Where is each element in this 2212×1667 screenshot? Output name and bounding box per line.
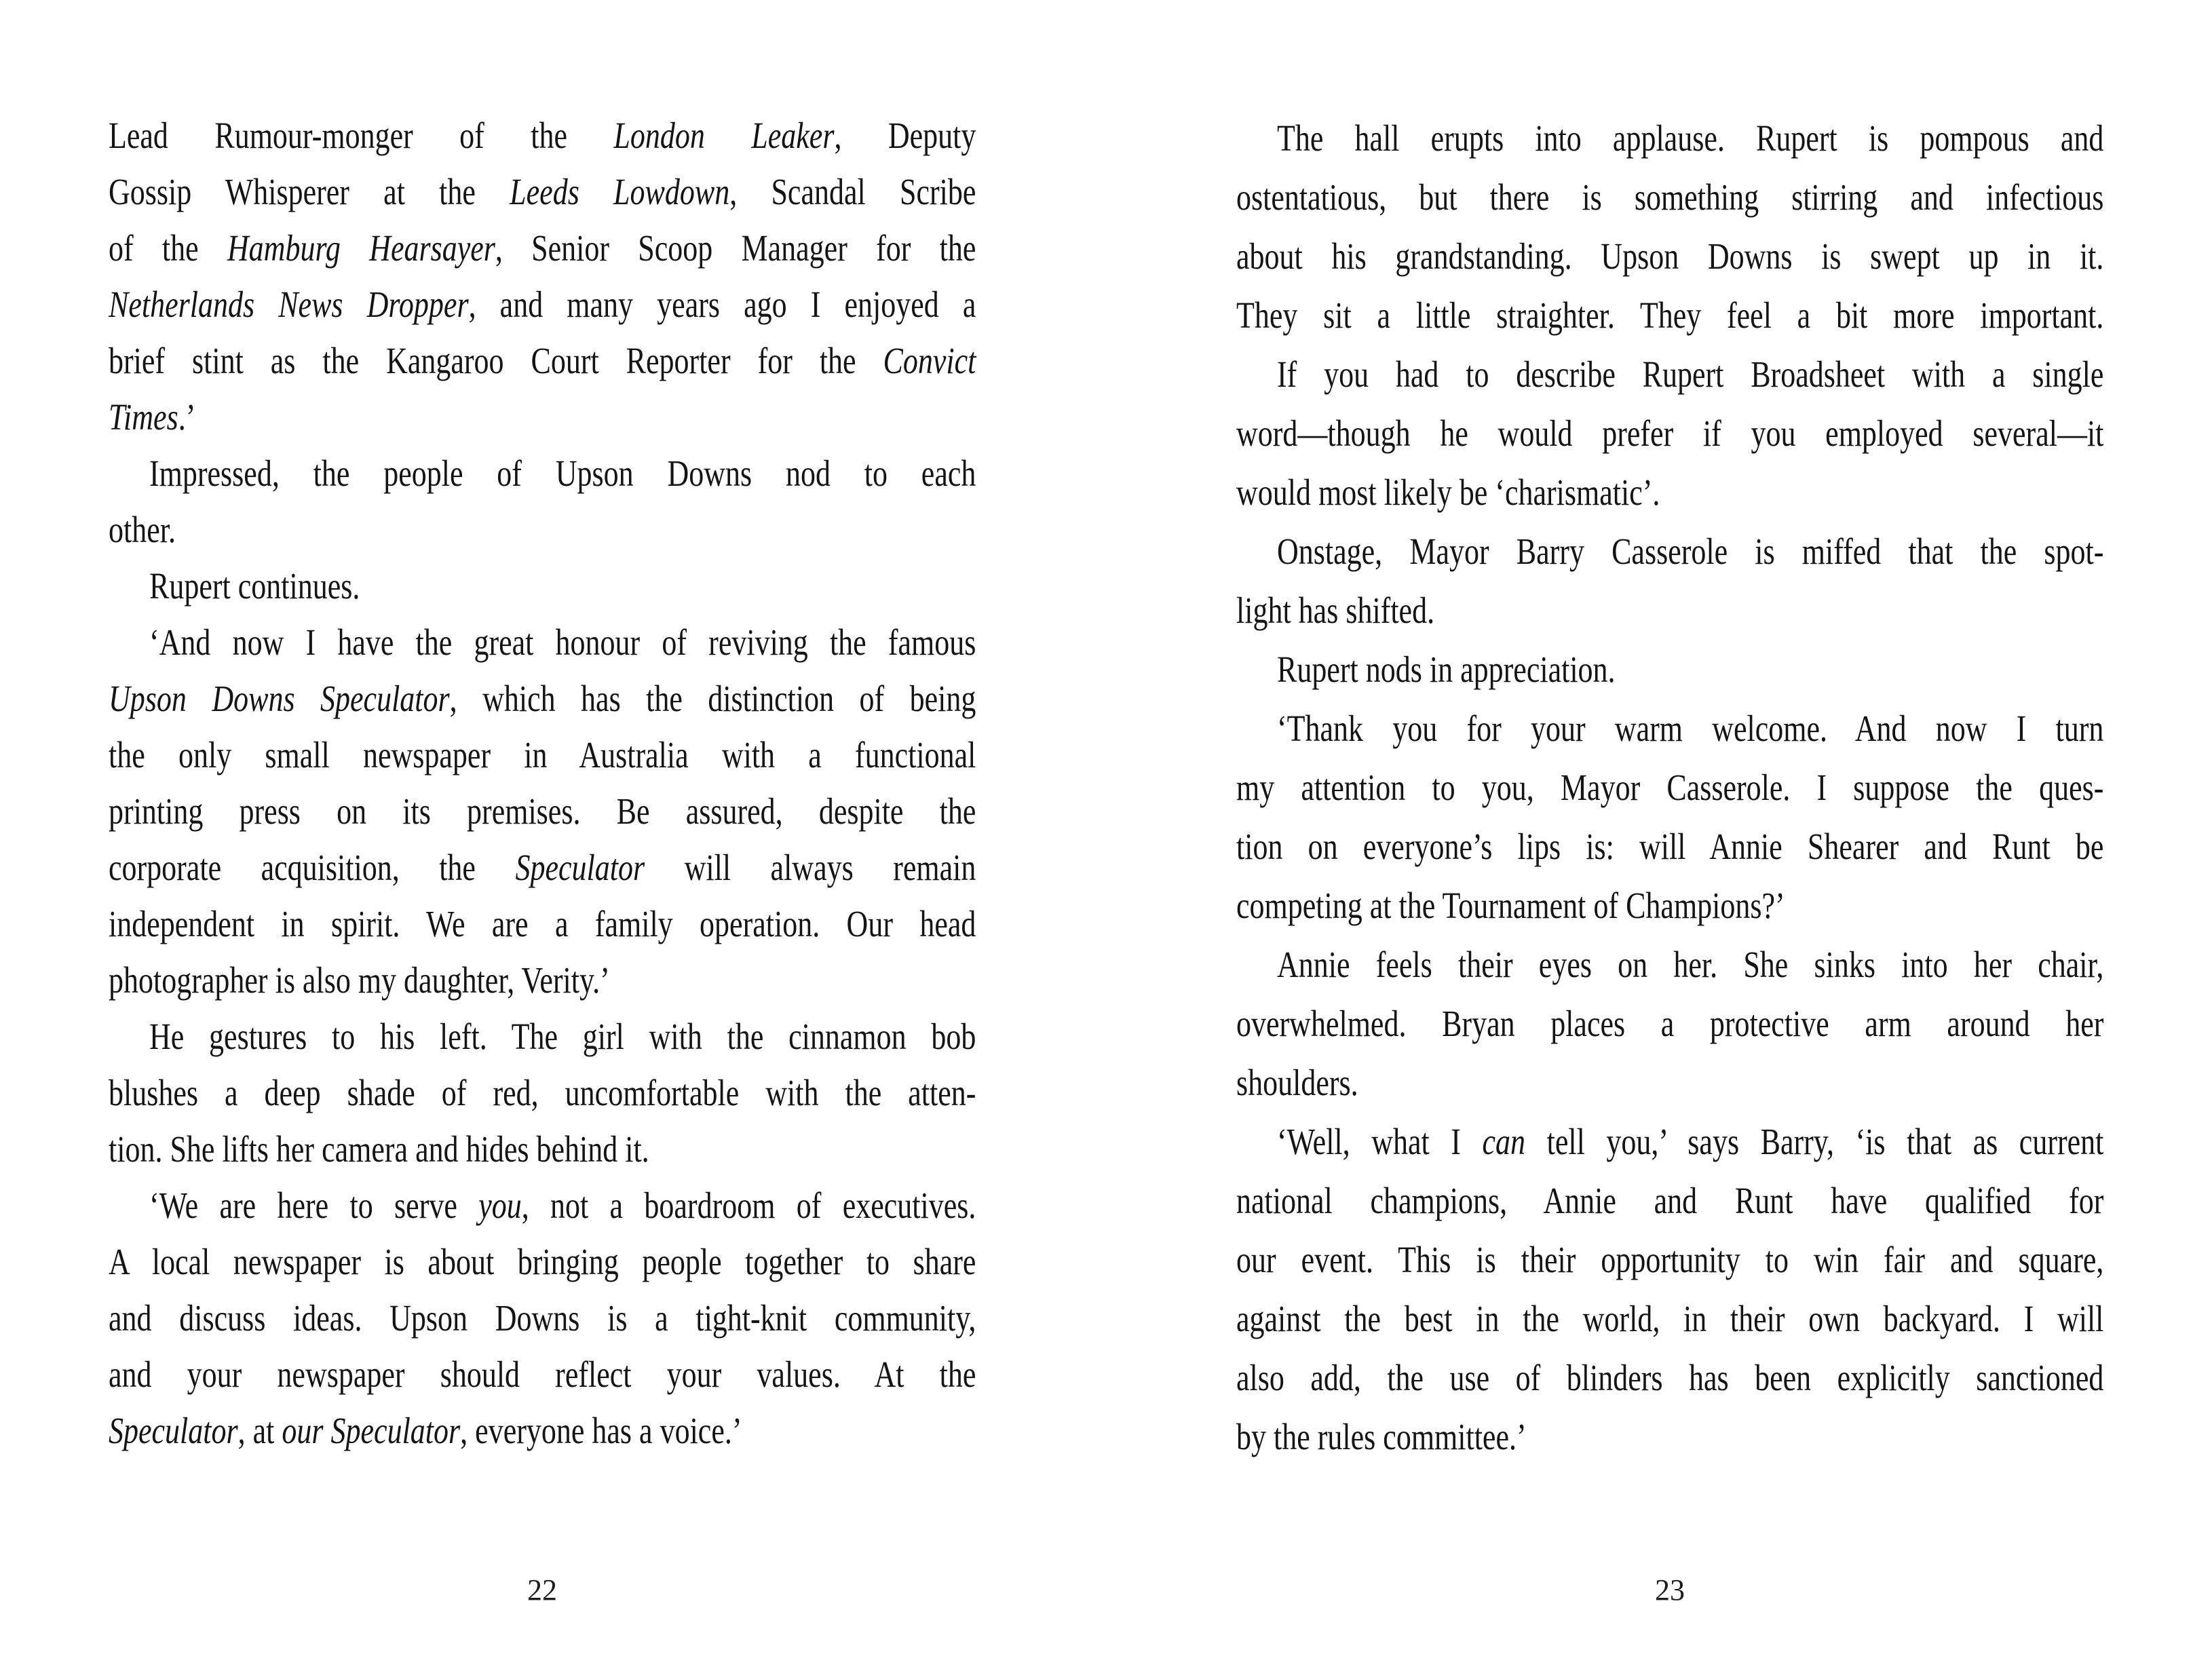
italic-text-segment: London Leaker [613,115,835,156]
text-segment: and your newspaper should reflect your values. At the [109,1354,976,1395]
italic-text-segment: Leeds Lowdown [510,171,730,212]
text-line [1236,109,2103,168]
text-line [109,1008,976,1065]
text-line [109,389,976,445]
text-segment: ‘Well, what I [1277,1121,1483,1162]
text-segment: my attention to you, Mayor Casserole. I suppose the ques- [1236,767,2104,808]
text-segment: independent in spirit. We are a family operation. Our head [109,903,976,944]
text-segment: , not a boardroom of executives. [521,1185,976,1226]
text-line [1236,994,2103,1053]
italic-text-segment: Upson Downs Speculator [109,678,450,719]
italic-text-segment: Speculator [515,847,645,888]
text-line [1236,227,2103,286]
text-segment: against the best in the world, in their own backyard. I will [1236,1298,2104,1339]
text-line [1236,640,2103,699]
text-segment: Rupert nods in appreciation. [1277,649,1616,690]
italic-text-segment: Speculator [109,1410,238,1451]
text-segment: photographer is also my daughter, Verity.’ [109,959,610,1001]
text-segment: the only small newspaper in Australia with a functional [109,734,976,775]
text-segment: blushes a deep shade of red, uncomfortable with the atten- [109,1072,976,1113]
text-line [109,445,976,501]
text-segment: word—though he would prefer if you employed several—it [1236,413,2104,454]
text-segment: , which has the distinction of being [449,678,976,719]
text-line [1236,581,2103,640]
text-segment: about his grandstanding. Upson Downs is swept up in it. [1236,235,2104,277]
text-line [1236,1112,2103,1171]
text-line [109,1177,976,1233]
text-line [109,1065,976,1121]
text-line [109,501,976,558]
text-segment: other. [109,509,176,550]
text-line [1236,463,2103,522]
text-line [109,107,976,164]
text-segment: tion. She lifts her camera and hides behind it. [109,1128,649,1170]
text-line [109,220,976,276]
text-segment: Annie feels their eyes on her. She sinks into her chair, [1277,944,2104,985]
text-line [1236,699,2103,758]
text-line [109,896,976,952]
text-line [109,164,976,220]
text-line [1236,1407,2103,1466]
text-segment: , Scandal Scribe [729,171,976,212]
text-block [1236,109,2103,1466]
text-segment: corporate acquisition, the [109,847,516,888]
text-line [1236,168,2103,227]
text-segment: .’ [178,396,196,438]
text-segment: brief stint as the Kangaroo Court Reporter for the [109,340,883,381]
italic-text-segment: Convict [883,340,976,381]
text-segment: , Deputy [834,115,976,156]
text-segment: overwhelmed. Bryan places a protective arm around her [1236,1003,2104,1044]
italic-text-segment: Times [109,396,178,438]
text-line [1236,345,2103,404]
text-segment: A local newspaper is about bringing people together to share [109,1241,976,1282]
text-line [109,276,976,332]
text-line [1236,522,2103,581]
text-line [109,783,976,839]
text-block [109,107,976,1459]
text-segment: Gossip Whisperer at the [109,171,510,212]
text-line [109,1121,976,1177]
text-line [1236,1230,2103,1289]
text-line [109,727,976,783]
text-segment: The hall erupts into applause. Rupert is pompous and [1277,117,2104,159]
text-segment: ‘And now I have the great honour of reviving the famous [149,621,976,663]
text-line [109,839,976,896]
text-segment: They sit a little straighter. They feel a bit more important. [1236,294,2104,336]
text-line [1236,1348,2103,1407]
text-line [1236,817,2103,876]
text-line [1236,1053,2103,1112]
text-segment: tion on everyone’s lips is: will Annie Shearer and Runt be [1236,826,2104,867]
text-segment: printing press on its premises. Be assured, despite the [109,790,976,832]
text-segment: competing at the Tournament of Champions?’ [1236,885,1785,926]
text-segment: of the [109,227,227,269]
text-segment: ‘Thank you for your warm welcome. And now I turn [1277,708,2104,749]
text-segment: our event. This is their opportunity to win fair and square, [1236,1239,2104,1280]
text-line [109,1346,976,1402]
text-line [109,614,976,670]
italic-text-segment: you [478,1185,522,1226]
text-line [1236,1171,2103,1230]
text-line [109,1402,976,1459]
text-segment: by the rules committee.’ [1236,1416,1527,1457]
text-segment: , everyone has a voice.’ [460,1410,742,1451]
text-line [1236,758,2103,817]
text-line [1236,1289,2103,1348]
text-segment: shoulders. [1236,1062,1358,1103]
text-segment: , Senior Scoop Manager for the [495,227,976,269]
text-segment: , at [237,1410,282,1451]
text-line [109,952,976,1008]
italic-text-segment: Netherlands News Dropper [109,284,469,325]
text-segment: light has shifted. [1236,590,1435,631]
text-segment: national champions, Annie and Runt have qualified for [1236,1180,2104,1221]
italic-text-segment: our Speculator [282,1410,461,1451]
text-segment: Onstage, Mayor Barry Casserole is miffed that the spot- [1277,531,2104,572]
text-segment: If you had to describe Rupert Broadsheet with a single [1277,353,2104,395]
text-line [1236,286,2103,345]
italic-text-segment: can [1482,1121,1526,1162]
text-segment: and discuss ideas. Upson Downs is a tight-knit community, [109,1297,976,1339]
text-segment: ‘We are here to serve [149,1185,479,1226]
text-segment: ostentatious, but there is something stirring and infectious [1236,176,2104,218]
text-segment: Rupert continues. [149,565,360,607]
text-line [1236,876,2103,935]
text-segment: Lead Rumour-monger of the [109,115,614,156]
text-line [1236,935,2103,994]
text-segment: He gestures to his left. The girl with the cinnamon bob [149,1016,976,1057]
text-segment: would most likely be ‘charismatic’. [1236,472,1660,513]
page-number: 22 [527,1573,557,1607]
text-segment: Impressed, the people of Upson Downs nod to each [149,453,976,494]
text-segment: tell you,’ says Barry, ‘is that as current [1525,1121,2104,1162]
text-line [109,1290,976,1346]
text-segment: , and many years ago I enjoyed a [468,284,976,325]
page-number: 23 [1655,1573,1685,1607]
text-line [109,1233,976,1290]
text-line [109,332,976,389]
text-segment: will always remain [645,847,976,888]
text-line [109,558,976,614]
text-line [109,670,976,727]
text-line [1236,404,2103,463]
italic-text-segment: Hamburg Hearsayer [227,227,495,269]
text-segment: also add, the use of blinders has been explicitly sanctioned [1236,1357,2104,1398]
